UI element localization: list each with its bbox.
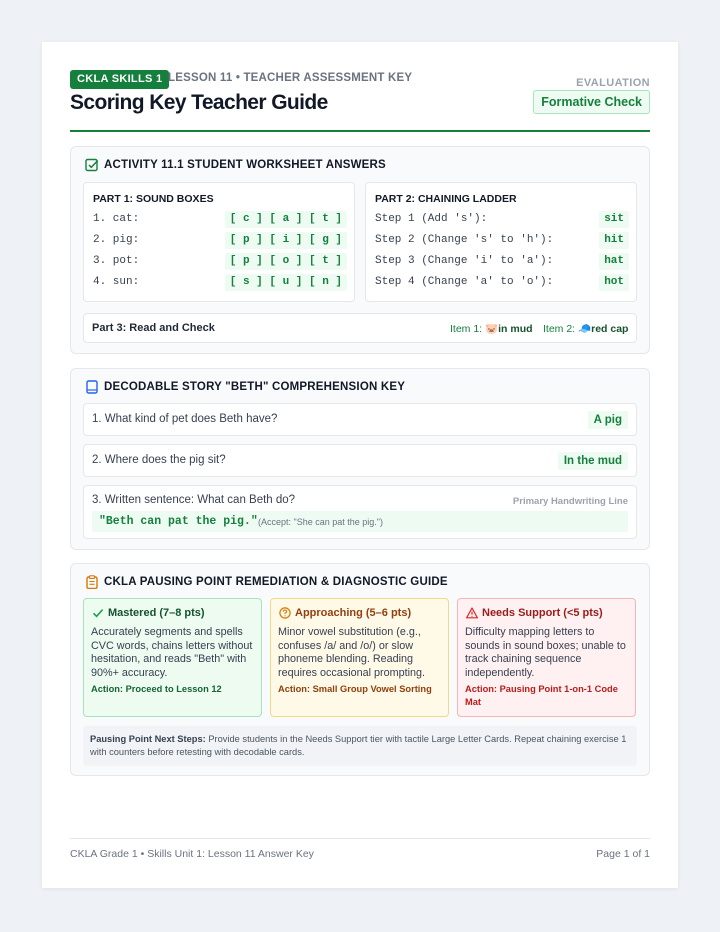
- mastered-card: [83, 598, 262, 717]
- part1-row-answer: [ p ] [ i ] [ g ]: [225, 232, 347, 249]
- item1-label: Item 1:: [450, 323, 483, 335]
- part2-row-answer: hit: [599, 232, 629, 249]
- part1-row-answer: [ c ] [ a ] [ t ]: [225, 211, 347, 228]
- card-title: Mastered (7–8 pts): [108, 607, 205, 619]
- pig-icon: 🐷: [485, 323, 499, 335]
- part2-row-label: Step 1 (Add 's'):: [375, 213, 488, 225]
- item1-value: in mud: [498, 323, 533, 335]
- part2-title: PART 2: CHAINING LADDER: [375, 193, 517, 205]
- checkbox-icon: [85, 158, 99, 172]
- remediation-section-title: CKLA PAUSING POINT REMEDIATION & DIAGNOSTIC GUIDE: [104, 576, 448, 588]
- question-text: 1. What kind of pet does Beth have?: [92, 413, 278, 425]
- part2-row: [375, 253, 629, 270]
- document-header: [70, 70, 650, 132]
- card-action: Action: Proceed to Lesson 12: [91, 684, 222, 694]
- written-answer-bar: [92, 511, 628, 532]
- warning-triangle-icon: [466, 607, 478, 619]
- card-body: Difficulty mapping letters to sounds in sound boxes; unable to track chaining sequence independently.: [465, 626, 626, 679]
- part1-row: [93, 253, 347, 270]
- part2-row-label: Step 3 (Change 'i' to 'a'):: [375, 255, 554, 267]
- part1-row-answer: [ p ] [ o ] [ t ]: [225, 253, 347, 270]
- part1-row: [93, 232, 347, 249]
- part1-row-label: 4. sun:: [93, 276, 140, 288]
- page-footer: [70, 838, 650, 860]
- needs-support-card: [457, 598, 636, 717]
- card-title: Needs Support (<5 pts): [482, 607, 603, 619]
- question-text: 3. Written sentence: What can Beth do?: [92, 494, 296, 506]
- document-page: [42, 42, 678, 888]
- footer-page-number: Page 1 of 1: [596, 848, 650, 860]
- card-action: Action: Small Group Vowel Sorting: [278, 684, 432, 694]
- part3-item1: [450, 322, 533, 335]
- part2-row-answer: hat: [599, 253, 629, 270]
- question-answer: In the mud: [558, 452, 628, 470]
- remediation-section: [70, 563, 650, 776]
- part1-row: [93, 274, 347, 291]
- activity-section: [70, 146, 650, 354]
- part2-row: [375, 274, 629, 291]
- item2-value: red cap: [591, 323, 629, 335]
- question-row: [83, 403, 637, 436]
- next-steps-text: [90, 733, 630, 758]
- part2-row-label: Step 2 (Change 's' to 'h'):: [375, 234, 554, 246]
- part3-label: Part 3: Read and Check: [92, 322, 215, 334]
- page-title: Scoring Key Teacher Guide: [70, 91, 328, 114]
- next-steps-body: Provide students in the Needs Support tier with tactile Large Letter Cards. Repeat chaining exercise 1 with counters before retesting with decodable cards.: [90, 734, 627, 757]
- check-icon: [92, 607, 104, 619]
- part2-box: [365, 182, 637, 302]
- part2-row-label: Step 4 (Change 'a' to 'o'):: [375, 276, 554, 288]
- question-text: 2. Where does the pig sit?: [92, 454, 226, 466]
- cap-icon: 🧢: [578, 323, 592, 335]
- question-row-written: [83, 485, 637, 539]
- activity-section-title: ACTIVITY 11.1 STUDENT WORKSHEET ANSWERS: [104, 159, 386, 171]
- skills-badge: CKLA SKILLS 1: [70, 70, 169, 89]
- footer-course: CKLA Grade 1 • Skills Unit 1: Lesson 11 Answer Key: [70, 848, 314, 860]
- card-body: Minor vowel substitution (e.g., confuses /a/ and /o/) or slow phoneme blending. Reading requires occasional prompting.: [278, 626, 426, 679]
- approaching-card: [270, 598, 449, 717]
- part1-row-answer: [ s ] [ u ] [ n ]: [225, 274, 347, 291]
- part2-row: [375, 211, 629, 228]
- part2-row-answer: sit: [599, 211, 629, 228]
- story-section-title: DECODABLE STORY "BETH" COMPREHENSION KEY: [104, 381, 406, 393]
- formative-check-tag: Formative Check: [533, 90, 650, 114]
- part2-row-answer: hot: [599, 274, 629, 291]
- handwriting-line-hint: Primary Handwriting Line: [512, 496, 628, 507]
- next-steps-box: [83, 726, 637, 766]
- part1-row: [93, 211, 347, 228]
- evaluation-label: EVALUATION: [576, 77, 650, 89]
- card-title: Approaching (5–6 pts): [295, 607, 412, 619]
- item2-label: Item 2:: [543, 323, 576, 335]
- story-section: [70, 368, 650, 550]
- part1-title: PART 1: SOUND BOXES: [93, 193, 214, 205]
- part2-row: [375, 232, 629, 249]
- part3-item2: [543, 322, 628, 335]
- clipboard-icon: [85, 575, 99, 589]
- question-row: [83, 444, 637, 477]
- lesson-subtitle: LESSON 11 • TEACHER ASSESSMENT KEY: [168, 72, 413, 84]
- next-steps-label: Pausing Point Next Steps:: [90, 734, 206, 744]
- written-answer: "Beth can pat the pig.": [99, 515, 258, 528]
- part1-row-label: 1. cat:: [93, 213, 140, 225]
- question-answer: A pig: [588, 411, 628, 429]
- part3-row: [83, 313, 637, 343]
- part1-row-label: 3. pot:: [93, 255, 140, 267]
- part1-box: [83, 182, 355, 302]
- part1-row-label: 2. pig:: [93, 234, 140, 246]
- card-action: Action: Pausing Point 1-on-1 Code Mat: [465, 684, 618, 707]
- book-icon: [85, 380, 99, 394]
- accepted-alternative: (Accept: "She can pat the pig."): [258, 517, 383, 527]
- question-circle-icon: [279, 607, 291, 619]
- card-body: Accurately segments and spells CVC words, chains letters without hesitation, and reads "Beth" with 90%+ accuracy.: [91, 626, 253, 679]
